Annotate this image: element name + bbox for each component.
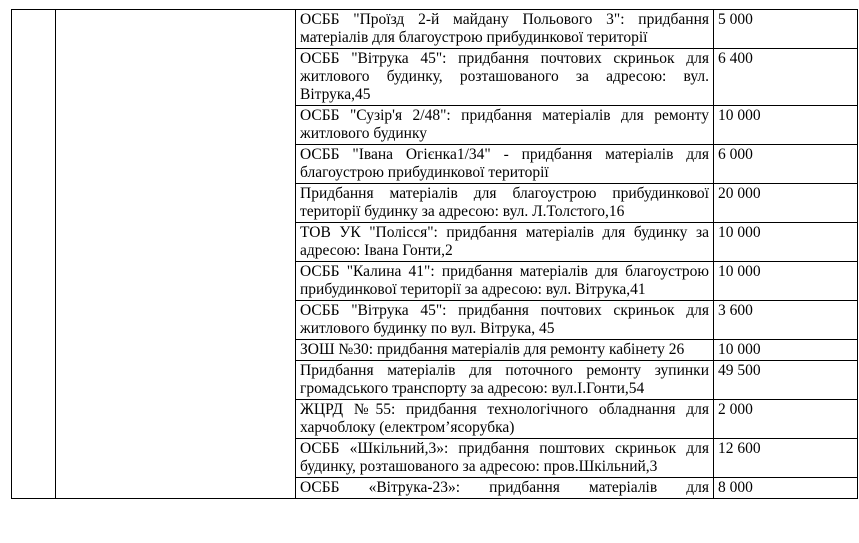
row-amount: 6 000 [714,145,858,184]
row-description: ЖЦРД №55: придбання технологічного обладнання для харчоблоку (електром’ясорубка) [296,400,714,439]
row-amount: 10 000 [714,340,858,361]
expense-table [11,9,858,499]
category-column-cell [56,10,296,499]
row-description: ЗОШ №30: придбання матеріалів для ремонту кабінету 26 [296,340,714,361]
row-amount: 10 000 [714,262,858,301]
row-amount: 6 400 [714,49,858,106]
row-description: ОСББ "Вітрука 45": придбання почтових скриньок для житлового будинку по вул. Вітрука, 45 [296,301,714,340]
row-description: ОСББ "Сузір'я 2/48": придбання матеріалів для ремонту житлового будинку [296,106,714,145]
row-description: ТОВ УК "Полісся": придбання матеріалів для будинку за адресою: Івана Гонти,2 [296,223,714,262]
row-amount: 5 000 [714,10,858,49]
row-description: ОСББ «Шкільний,3»: придбання поштових скриньок для будинку, розташованого за адресою: пров.Шкільний,3 [296,439,714,478]
row-description: Придбання матеріалів для поточного ремонту зупинки громадського транспорту за адресою: вул.І.Гонти,54 [296,361,714,400]
table-row [12,10,858,49]
row-amount: 20 000 [714,184,858,223]
row-description: ОСББ "Вітрука 45": придбання почтових скриньок для житлового будинку, розташованого за адресою: вул. Вітрука,45 [296,49,714,106]
row-description: ОСББ «Вітрука-23»: придбання матеріалів для [296,478,714,499]
number-column-cell [12,10,56,499]
row-description: Придбання матеріалів для благоустрою прибудинкової території будинку за адресою: вул. Л.Толстого,16 [296,184,714,223]
row-amount: 3 600 [714,301,858,340]
row-amount: 10 000 [714,106,858,145]
row-description: ОСББ "Івана Огієнка1/34" - придбання матеріалів для благоустрою прибудинкової території [296,145,714,184]
row-amount: 49 500 [714,361,858,400]
row-amount: 8 000 [714,478,858,499]
row-amount: 12 600 [714,439,858,478]
row-description: ОСББ "Калина 41": придбання матеріалів для благоустрою прибудинкової території за адресою: вул. Вітрука,41 [296,262,714,301]
row-description: ОСББ "Проїзд 2-й майдану Польового 3": придбання матеріалів для благоустрою прибудинкової території [296,10,714,49]
row-amount: 2 000 [714,400,858,439]
row-amount: 10 000 [714,223,858,262]
